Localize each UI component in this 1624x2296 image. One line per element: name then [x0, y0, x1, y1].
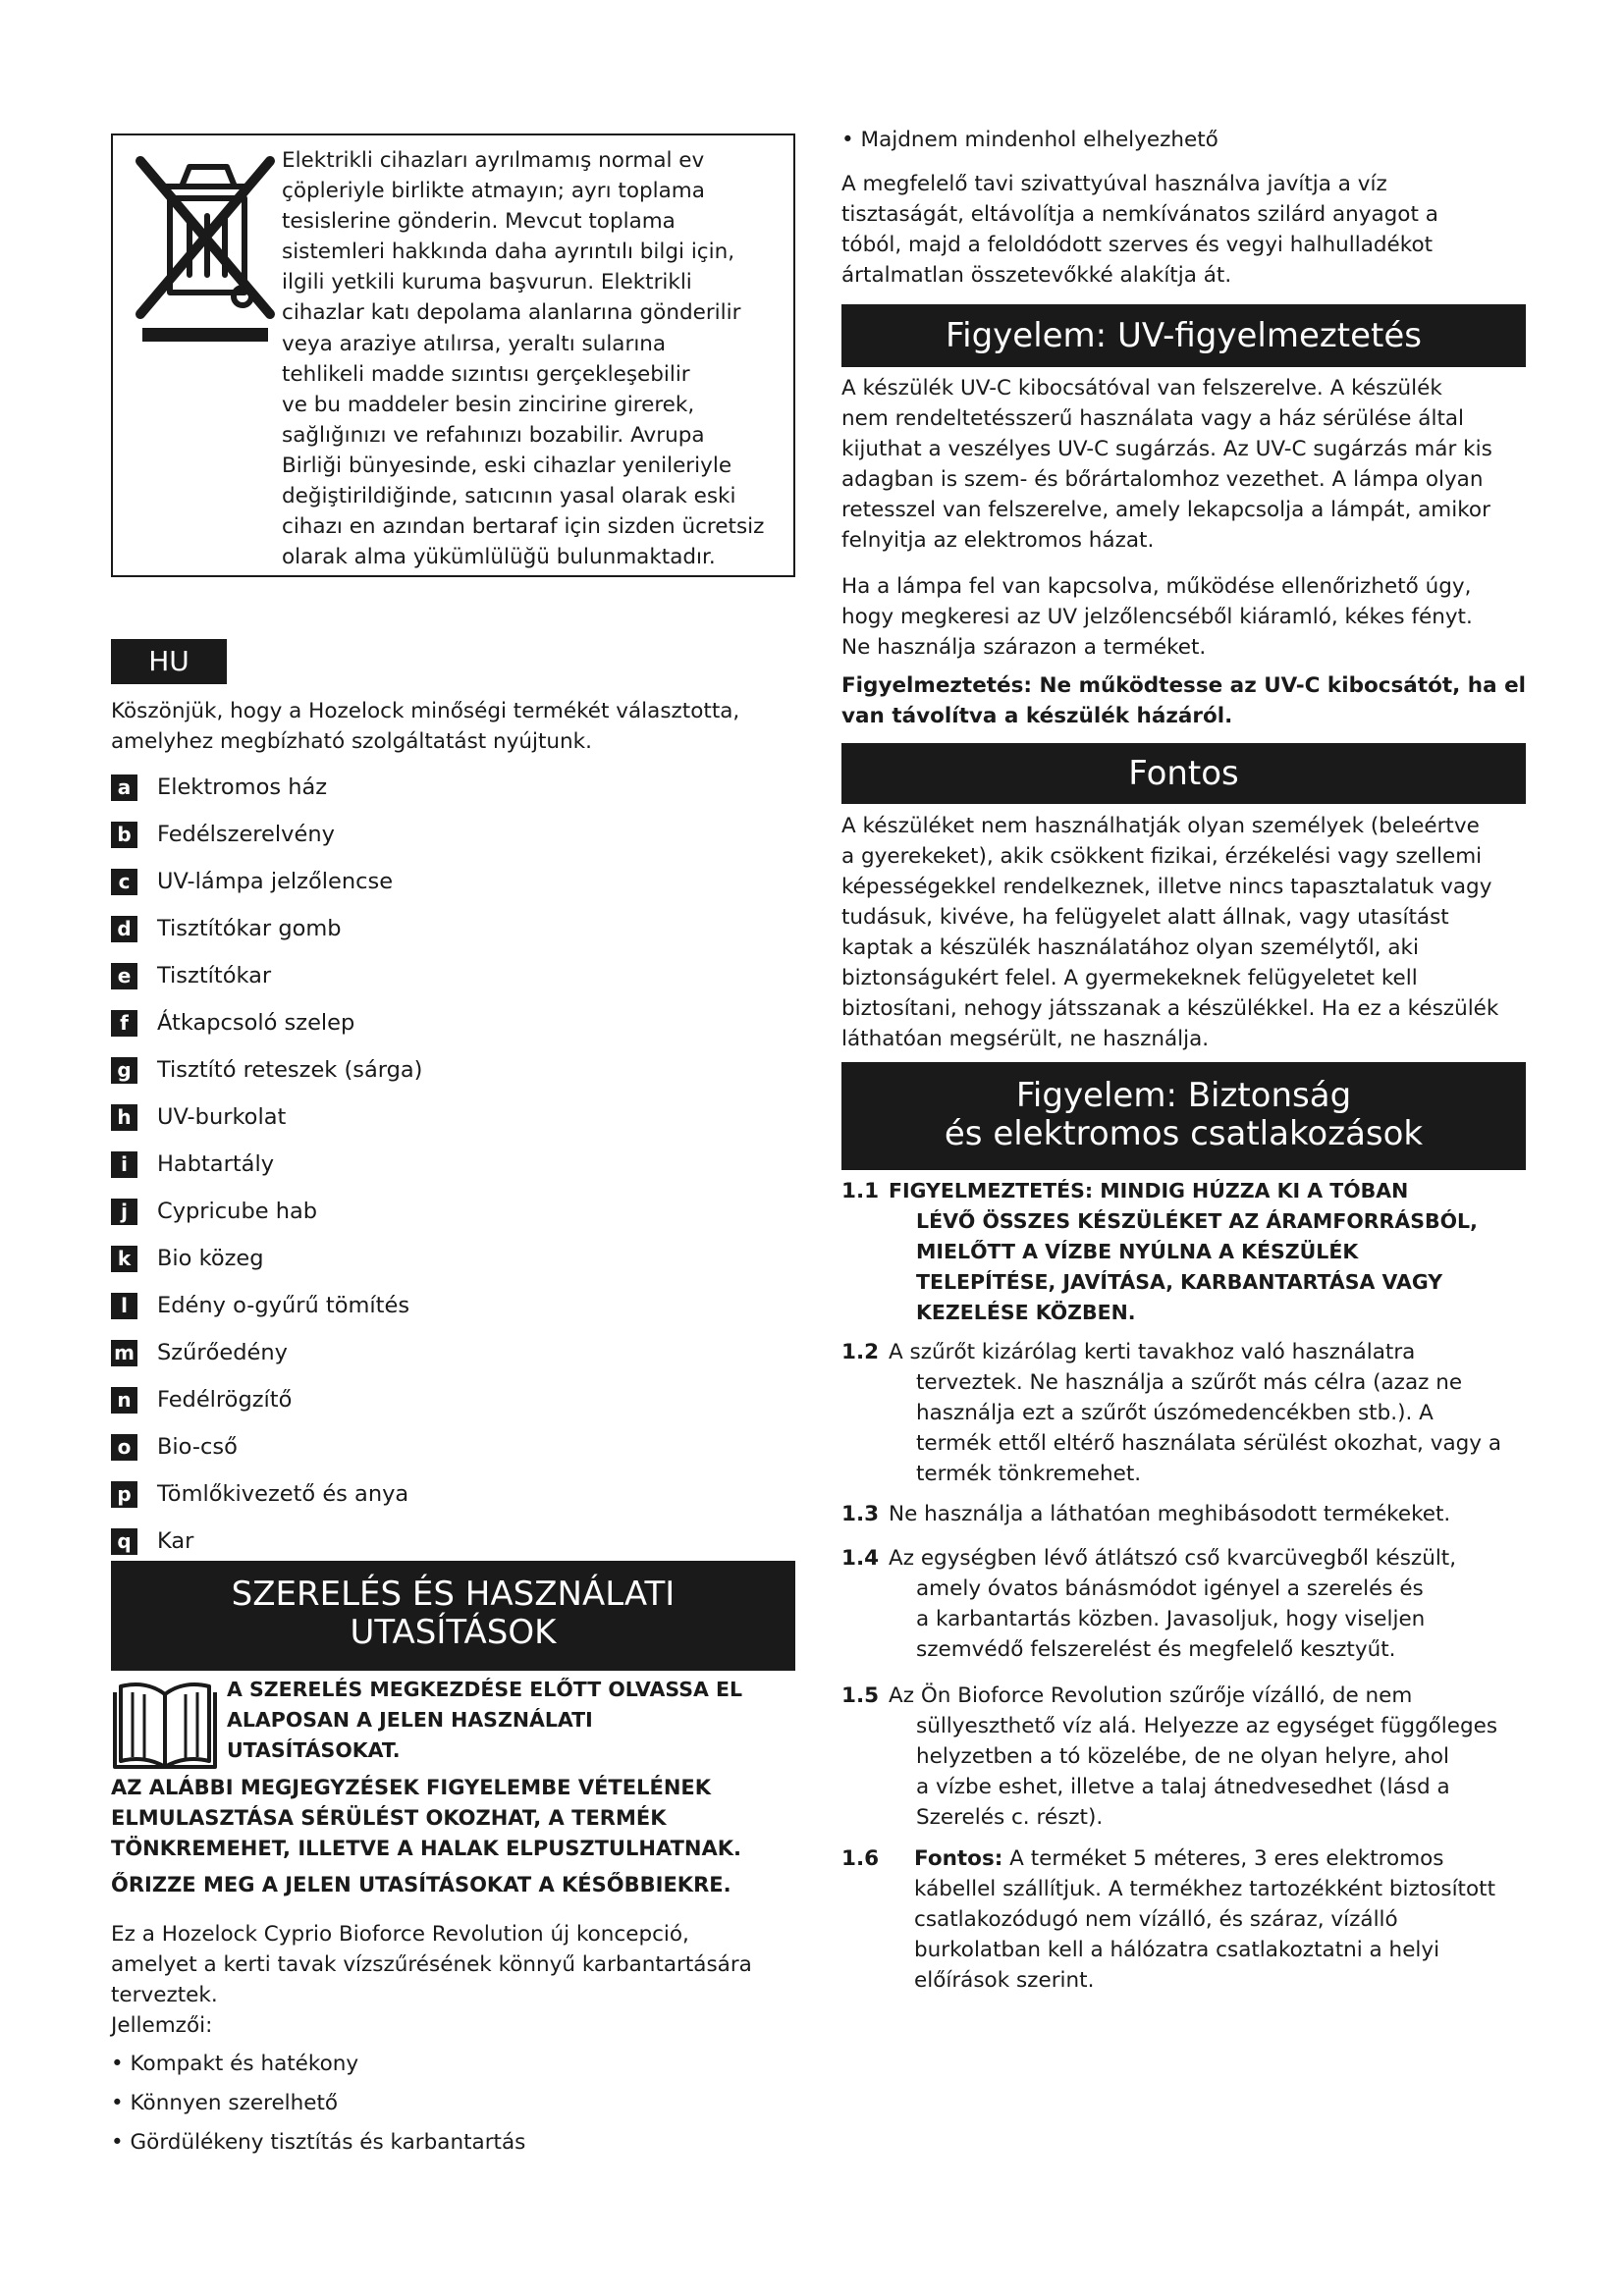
item-line: KEZELÉSE KÖZBEN. [916, 1301, 1136, 1324]
weee-line: tehlikeli madde sızıntısı gerçekleşebilir [282, 361, 690, 387]
open-book-icon [111, 1681, 219, 1771]
list-item [111, 1148, 274, 1180]
list-item [111, 1007, 354, 1039]
uv-line: adagban is szem- és bőrártalomhoz vezethet. A lámpa olyan [841, 467, 1484, 492]
weee-line: cihazlar katı depolama alanlarına gönderilir [282, 300, 741, 326]
safety-banner [841, 1062, 1526, 1170]
read-first-text [227, 1675, 796, 1766]
part-letter: o [111, 1434, 137, 1461]
part-letter: m [111, 1340, 137, 1366]
item-number: 1.4 [841, 1546, 880, 1571]
part-letter: l [111, 1293, 137, 1319]
part-label: Átkapcsoló szelep [157, 1010, 355, 1036]
uv-warning-text [841, 670, 1529, 731]
important-line: képességekkel rendelkeznek, illetve nincs tapasztalatuk vagy [841, 875, 1492, 899]
uv-line: hogy megkeresi az UV jelzőlencséből kiáramló, kékes fényt. [841, 605, 1473, 629]
item-line: Az egységben lévő átlátszó cső kvarcüvegből készült, [889, 1546, 1457, 1571]
part-letter: a [111, 774, 137, 801]
part-letter: c [111, 869, 137, 895]
weee-line: cihazı en azından bertaraf için sizden ücretsiz [282, 514, 765, 540]
uv-line: A készülék UV-C kibocsátóval van felszerelve. A készülék [841, 376, 1442, 400]
safety-item [841, 1499, 1529, 1529]
item-line: LÉVŐ ÖSSZES KÉSZÜLÉKET AZ ÁRAMFORRÁSBÓL, [916, 1209, 1478, 1233]
part-label: Edény o-gyűrű tömítés [157, 1293, 410, 1318]
item-bold-lead: Fontos: [914, 1846, 1003, 1871]
weee-line: Birliği bünyesinde, eski cihazlar yenileriyle [282, 453, 732, 478]
item-line: a karbantartás közben. Javasoljuk, hogy viseljen [916, 1607, 1426, 1631]
uv-warning-line: Figyelmeztetés: Ne működtesse az UV-C kibocsátót, ha el [841, 673, 1527, 698]
banner-line: Figyelem: Biztonság [1015, 1076, 1352, 1115]
intro-line: Köszönjük, hogy a Hozelock minőségi termékét választotta, [111, 699, 740, 723]
list-item [111, 1431, 238, 1463]
description-line: Ez a Hozelock Cyprio Bioforce Revolution új koncepció, [111, 1922, 689, 1947]
item-line: Szerelés c. részt). [916, 1805, 1104, 1830]
safety-item [841, 1681, 1529, 1833]
important-line: kaptak a készülék használatához olyan személytől, aki [841, 935, 1419, 960]
list-item [111, 960, 271, 991]
item-line: A terméket 5 méteres, 3 eres elektromos [1002, 1846, 1444, 1871]
important-text [841, 811, 1529, 1054]
list-item [111, 866, 393, 897]
part-label: Cypricube hab [157, 1199, 318, 1224]
item-number: 1.6 [841, 1846, 880, 1871]
item-line: termék ettől eltérő használata sérülést okozhat, vagy a [916, 1431, 1502, 1456]
product-description [111, 1919, 798, 2010]
pump-line: tóból, majd a feloldódott szerves és vegyi halhulladékot [841, 233, 1434, 257]
item-line: amely óvatos bánásmódot igényel a szerelés és [916, 1576, 1424, 1601]
item-line: helyzetben a tó közelébe, de ne olyan helyre, ahol [916, 1744, 1449, 1769]
list-item [111, 1525, 193, 1557]
part-label: Bio közeg [157, 1246, 264, 1271]
item-line: A szűrőt kizárólag kerti tavakhoz való használatra [889, 1340, 1416, 1364]
pump-line: A megfelelő tavi szivattyúval használva javítja a víz [841, 172, 1387, 196]
part-label: UV-burkolat [157, 1104, 287, 1130]
uv-paragraph [841, 571, 1529, 663]
list-item [111, 1054, 422, 1086]
part-label: Kar [157, 1528, 194, 1554]
uv-warning-line: van távolítva a készülék házáról. [841, 704, 1233, 728]
uv-line: felnyitja az elektromos házat. [841, 528, 1155, 553]
item-line: csatlakozódugó nem vízálló, és száraz, vízálló [914, 1907, 1398, 1932]
warning-caps-text [111, 1773, 798, 1864]
uv-line: retesszel van felszerelve, amely lekapcsolja a lámpát, amikor [841, 498, 1490, 522]
weee-notice-box [111, 133, 795, 577]
item-line: FIGYELMEZTETÉS: MINDIG HÚZZA KI A TÓBAN [889, 1179, 1409, 1202]
item-line: előírások szerint. [914, 1968, 1095, 1993]
part-letter: n [111, 1387, 137, 1414]
list-item [111, 819, 335, 850]
weee-line: Elektrikli cihazları ayrılmamış normal ev [282, 148, 705, 173]
item-line: Ne használja a láthatóan meghibásodott termékeket. [889, 1502, 1451, 1526]
item-line: MIELŐTT A VÍZBE NYÚLNA A KÉSZÜLÉK [916, 1240, 1359, 1263]
part-label: Tisztító reteszek (sárga) [157, 1057, 423, 1083]
assembly-instructions-banner [111, 1561, 795, 1671]
item-number: 1.1 [841, 1179, 880, 1203]
part-label: UV-lámpa jelzőlencse [157, 869, 394, 894]
list-item [111, 772, 327, 803]
list-item [111, 1101, 286, 1133]
uv-paragraph [841, 373, 1529, 556]
part-letter: j [111, 1199, 137, 1225]
weee-line: ilgili yetkili kuruma başvurun. Elektrikli [282, 270, 692, 295]
description-line: terveztek. [111, 1983, 218, 2007]
part-letter: q [111, 1528, 137, 1555]
weee-line: değiştirildiğinde, satıcının yasal olarak eski [282, 484, 736, 509]
important-line: biztonságukért felel. A gyermekeknek felügyeletet kell [841, 966, 1418, 990]
weee-line: tesislerine gönderin. Mevcut toplama [282, 209, 676, 235]
feature-item: • Gördülékeny tisztítás és karbantartás [111, 2130, 526, 2155]
item-line: használja ezt a szűrőt úszómedencékben stb.). A [916, 1401, 1434, 1425]
language-badge: HU [111, 639, 227, 684]
weee-line: ve bu maddeler besin zincirine girerek, [282, 392, 695, 417]
part-label: Fedélszerelvény [157, 822, 335, 847]
item-line: szemvédő felszerelést és megfelelő kesztyűt. [916, 1637, 1396, 1662]
important-line: láthatóan megsérült, ne használja. [841, 1027, 1210, 1051]
uv-line: Ne használja szárazon a terméket. [841, 635, 1207, 660]
item-line: TELEPÍTÉSE, JAVÍTÁSA, KARBANTARTÁSA VAGY [916, 1270, 1443, 1294]
part-label: Tisztítókar gomb [157, 916, 342, 941]
part-letter: k [111, 1246, 137, 1272]
description-line: amelyet a kerti tavak vízszűrésének könnyű karbantartására [111, 1952, 752, 1977]
keep-instructions-text: ŐRIZZE MEG A JELEN UTASÍTÁSOKAT A KÉSŐBBIEKRE. [111, 1873, 731, 1896]
pump-text [841, 169, 1529, 291]
pump-line: ártalmatlan összetevőkké alakítja át. [841, 263, 1232, 288]
list-item [111, 913, 342, 944]
crossed-out-wheelie-bin-icon [133, 147, 278, 344]
part-label: Bio-cső [157, 1434, 238, 1460]
list-item [111, 1243, 264, 1274]
feature-item: • Kompakt és hatékony [111, 2052, 359, 2076]
pump-line: tisztaságát, eltávolítja a nemkívánatos szilárd anyagot a [841, 202, 1438, 227]
item-line: termék tönkremehet. [916, 1462, 1142, 1486]
read-first-notice [111, 1671, 798, 1771]
important-line: a gyerekeket), akik csökkent fizikai, érzékelési vagy szellemi [841, 844, 1483, 869]
part-label: Fedélrögzítő [157, 1387, 293, 1413]
banner-line: SZERELÉS ÉS HASZNÁLATI [231, 1575, 676, 1614]
warning-line: ELMULASZTÁSA SÉRÜLÉST OKOZHAT, A TERMÉK [111, 1806, 667, 1830]
intro-text [111, 696, 798, 757]
part-label: Szűrőedény [157, 1340, 288, 1365]
warning-line: TÖNKREMEHET, ILLETVE A HALAK ELPUSZTULHATNAK. [111, 1837, 741, 1860]
part-label: Elektromos ház [157, 774, 328, 800]
safety-item [841, 1543, 1529, 1665]
part-letter: p [111, 1481, 137, 1508]
weee-line: veya araziye atılırsa, yeraltı sularına [282, 331, 667, 356]
item-line: terveztek. Ne használja a szűrőt más célra (azaz ne [916, 1370, 1463, 1395]
weee-line: sağlığınızı ve refahınızı bozabilir. Avrupa [282, 422, 705, 448]
warning-line: AZ ALÁBBI MEGJEGYZÉSEK FIGYELEMBE VÉTELÉNEK [111, 1776, 712, 1799]
item-number: 1.2 [841, 1340, 880, 1364]
item-line: Az Ön Bioforce Revolution szűrője vízálló, de nem [889, 1683, 1413, 1708]
important-line: A készüléket nem használhatják olyan személyek (beleértve [841, 814, 1480, 838]
safety-item [841, 1337, 1529, 1489]
list-item [111, 1337, 288, 1368]
uv-line: Ha a lámpa fel van kapcsolva, működése ellenőrizhető úgy, [841, 574, 1472, 599]
part-letter: f [111, 1010, 137, 1037]
part-letter: h [111, 1104, 137, 1131]
part-label: Habtartály [157, 1151, 275, 1177]
important-line: tudásuk, kivéve, ha felügyelet alatt állnak, vagy utasítást [841, 905, 1449, 930]
part-letter: d [111, 916, 137, 942]
important-banner: Fontos [841, 743, 1526, 804]
safety-item [841, 1843, 1529, 1996]
uv-line: kijuthat a veszélyes UV-C sugárzás. Az UV-C sugárzás már kis [841, 437, 1492, 461]
banner-line: és elektromos csatlakozások [944, 1114, 1424, 1153]
item-number: 1.5 [841, 1683, 880, 1708]
item-line: süllyeszthető víz alá. Helyezze az egységet függőleges [916, 1714, 1498, 1738]
important-line: biztosítani, nehogy játsszanak a készülékkel. Ha ez a készülék [841, 996, 1499, 1021]
list-item [111, 1196, 317, 1227]
feature-item: • Majdnem mindenhol elhelyezhető [841, 128, 1218, 152]
banner-line: UTASÍTÁSOK [350, 1613, 557, 1652]
part-label: Tömlőkivezető és anya [157, 1481, 409, 1507]
item-line: kábellel szállítjuk. A termékhez tartozékként biztosított [914, 1877, 1495, 1901]
part-letter: e [111, 963, 137, 989]
item-line: burkolatban kell a hálózatra csatlakoztatni a helyi [914, 1938, 1440, 1962]
part-letter: g [111, 1057, 137, 1084]
weee-text [282, 145, 783, 572]
weee-line: çöpleriyle birlikte atmayın; ayrı toplama [282, 179, 705, 204]
item-number: 1.3 [841, 1502, 880, 1526]
item-line: a vízbe eshet, illetve a talaj átnedvesedhet (lásd a [916, 1775, 1450, 1799]
part-letter: b [111, 822, 137, 848]
weee-line: olarak alma yükümlülüğü bulunmaktadır. [282, 545, 716, 570]
part-label: Tisztítókar [157, 963, 272, 988]
list-item [111, 1290, 409, 1321]
list-item [111, 1478, 408, 1510]
uv-line: nem rendeltetésszerű használata vagy a ház sérülése által [841, 406, 1465, 431]
safety-item [841, 1176, 1529, 1328]
read-first-line: UTASÍTÁSOKAT. [227, 1738, 401, 1762]
list-item [111, 1384, 292, 1415]
intro-line: amelyhez megbízható szolgáltatást nyújtunk. [111, 729, 592, 754]
uv-warning-banner: Figyelem: UV-figyelmeztetés [841, 304, 1526, 367]
weee-line: sistemleri hakkında daha ayrıntılı bilgi için, [282, 240, 735, 265]
read-first-line: ALAPOSAN A JELEN HASZNÁLATI [227, 1708, 593, 1732]
features-label: Jellemzői: [111, 2013, 213, 2038]
read-first-line: A SZERELÉS MEGKEZDÉSE ELŐTT OLVASSA EL [227, 1678, 743, 1701]
feature-item: • Könnyen szerelhető [111, 2091, 339, 2115]
part-letter: i [111, 1151, 137, 1178]
